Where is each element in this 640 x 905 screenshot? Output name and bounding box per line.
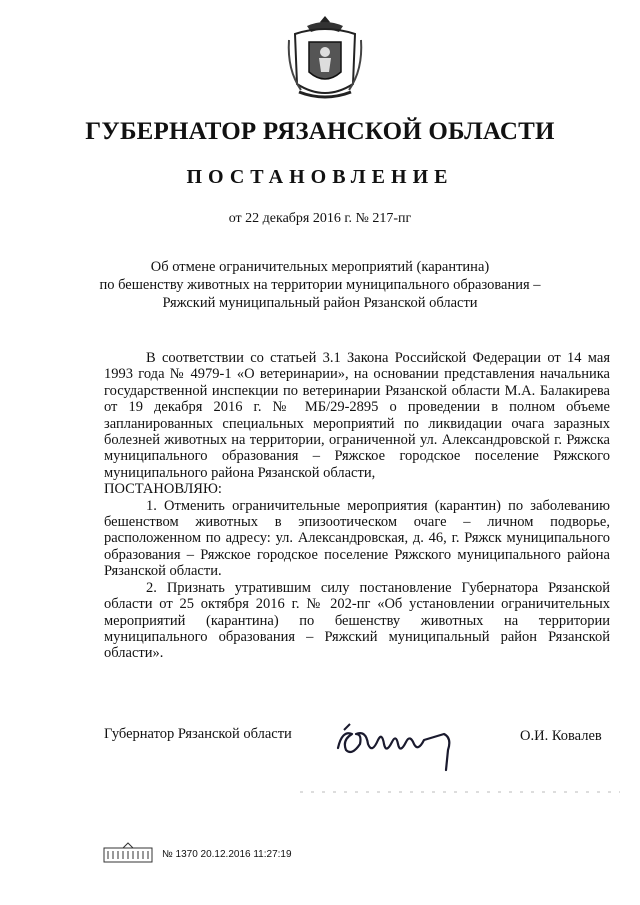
registry-stamp-icon [103,842,153,864]
subject-line: Ряжский муниципальный район Рязанской области [162,295,478,311]
issuer-title: ГУБЕРНАТОР РЯЗАНСКОЙ ОБЛАСТИ [85,118,555,145]
item-1-paragraph: 1. Отменить ограничительные мероприятия (карантин) по заболеванию бешенством животных в эпизоотическом очаге – личном подворье, расположенном по адресу: ул. Александровская, д. 46, г. Ряжск муниципального образования – Ряжское городское поселение Ряжского муниципального района Рязанской области. [104,497,610,580]
faint-dotted-line [300,782,620,802]
handwritten-signature [330,712,490,772]
subject-line: по бешенству животных на территории муниципального образования – [99,277,541,293]
coat-of-arms-emblem [285,12,365,100]
signatory-name: О.И. Ковалев [520,728,602,744]
document-date-number: от 22 декабря 2016 г. № 217-пг [228,211,412,226]
item-2-paragraph: 2. Признать утратившим силу постановление Губернатора Рязанской области от 25 октября 2016 г. № 202-пг «Об установлении ограничительных мероприятий (карантина) по бешенству животных на территории муниципального образования – Ряжский муниципальный район Рязанской области». [104,579,610,662]
registration-number: № 1370 20.12.2016 11:27:19 [162,849,292,860]
document-body [104,350,610,662]
document-subject [80,258,560,312]
subject-line: Об отмене ограничительных мероприятий (карантина) [150,259,490,275]
document-type: ПОСТАНОВЛЕНИЕ [186,166,454,188]
signatory-role: Губернатор Рязанской области [104,726,292,742]
preamble-paragraph: В соответствии со статьей 3.1 Закона Российской Федерации от 14 мая 1993 года № 4979-1 «О ветеринарии», на основании представления начальника государственной инспекции по ветеринарии Рязанской области М.А. Балакирева от 19 декабря 2016 г. № МБ/29-2895 о проведении в полном объеме запланированных специальных мероприятий по ликвидации очага заразных болезней животных на территории, ограниченной ул. Александровской г. Ряжска муниципального образования – Ряжское городское поселение Ряжского муниципального района Рязанской области, [104,350,610,481]
decree-word: ПОСТАНОВЛЯЮ: [104,481,222,498]
